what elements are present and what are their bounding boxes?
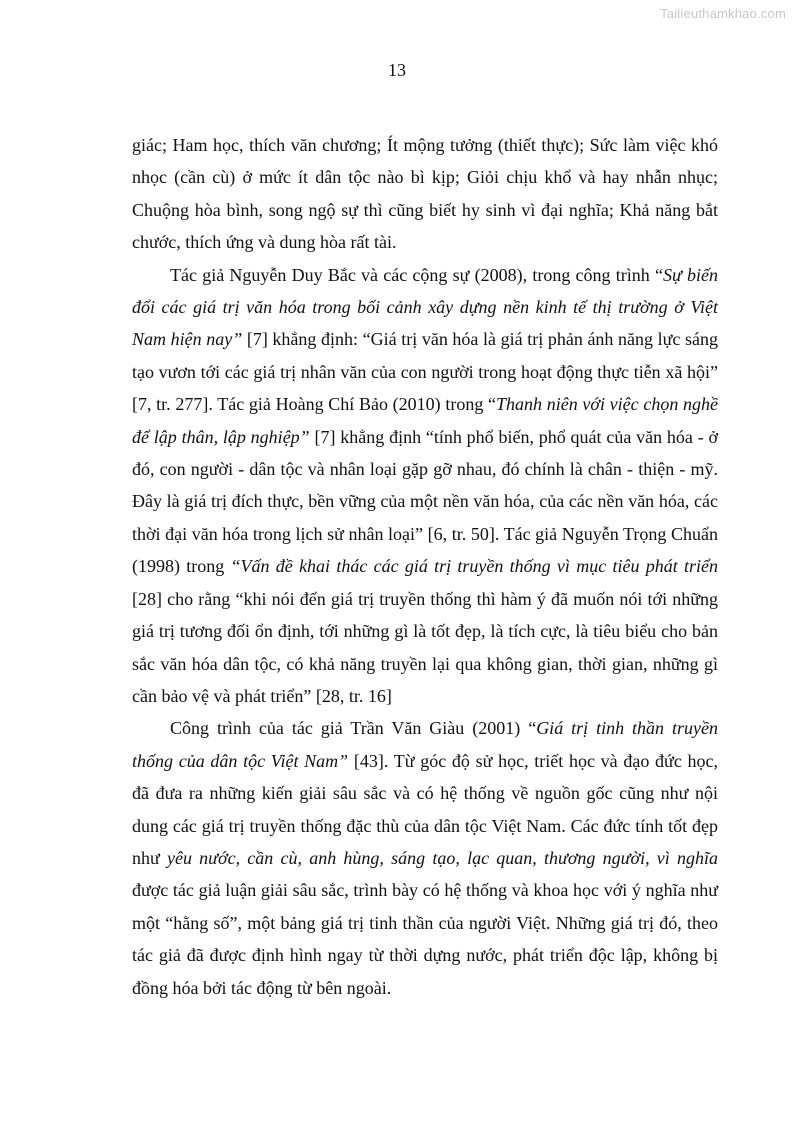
text-segment: Tác giả Nguyễn Duy Bắc và các cộng sự (2008), trong công trình “ xyxy=(170,264,663,285)
watermark: Tailieuthamkhao.com xyxy=(660,6,786,21)
text-segment: [7] khẳng định: “Giá trị văn hóa là giá trị phản ánh năng lực sáng tạo vươn tới các giá trị nhân văn của con người trong hoạt động thực tiễn xã hội” [7, tr. 277]. Tác giả Hoàng Chí Bảo (2010) trong “ xyxy=(132,329,718,415)
paragraph-1 xyxy=(132,129,718,259)
page-number: 13 xyxy=(388,60,406,80)
body-text xyxy=(132,129,718,1004)
work-title: “Vấn đề khai thác các giá trị truyền thống vì mục tiêu phát triển xyxy=(230,556,718,577)
work-title: Giá trị tinh thần truyền thống của dân tộc Việt Nam” xyxy=(132,718,718,771)
work-title: Sự biến đổi các giá trị văn hóa trong bối cảnh xây dựng nền kinh tế thị trường ở Việt Nam hiện nay” xyxy=(132,264,718,350)
text-segment: [43]. Từ góc độ sử học, triết học và đạo đức học, đã đưa ra những kiến giải sâu sắc và có hệ thống về nguồn gốc cũng như nội dung các giá trị truyền thống đặc thù của dân tộc Việt Nam. Các đức tính tốt đẹp như xyxy=(132,750,718,868)
text-segment: được tác giả luận giải sâu sắc, trình bày có hệ thống và khoa học với ý nghĩa như một “hằng số”, một bảng giá trị tinh thần của người Việt. Những giá trị đó, theo tác giả đã được định hình ngay từ thời dựng nước, phát triển độc lập, không bị đồng hóa bởi tác động từ bên ngoài. xyxy=(132,880,718,998)
text-segment: [28] cho rằng “khi nói đến giá trị truyền thống thì hàm ý đã muốn nói tới những giá trị tương đối ổn định, tới những gì là tốt đẹp, là tích cực, là tiêu biểu cho bản sắc văn hóa dân tộc, có khả năng truyền lại qua không gian, thời gian, những gì cần bảo vệ và phát triển” [28, tr. 16] xyxy=(132,588,718,706)
text-segment: [7] khẳng định “tính phổ biến, phổ quát của văn hóa - ở đó, con người - dân tộc và nhân loại gặp gỡ nhau, đó chính là chân - thiện - mỹ. Đây là giá trị đích thực, bền vững của một nền văn hóa, của các nền văn hóa, các thời đại văn hóa trong lịch sử nhân loại” [6, tr. 50]. Tác giả Nguyễn Trọng Chuẩn (1998) trong xyxy=(132,426,719,577)
paragraph-2 xyxy=(132,259,718,713)
virtues-list: yêu nước, cần cù, anh hùng, sáng tạo, lạc quan, thương người, vì nghĩa xyxy=(166,847,718,868)
text-segment: Công trình của tác giả Trần Văn Giàu (2001) “ xyxy=(170,718,537,739)
paragraph-3 xyxy=(132,712,718,1004)
work-title: Thanh niên với việc chọn nghề để lập thân, lập nghiệp” xyxy=(132,394,718,447)
text-segment: giác; Ham học, thích văn chương; Ít mộng tưởng (thiết thực); Sức làm việc khó nhọc (cần cù) ở mức ít dân tộc nào bì kịp; Giỏi chịu khổ và hay nhẫn nhục; Chuộng hòa bình, song ngộ sự thì cũng biết hy sinh vì đại nghĩa; Khả năng bắt chước, thích ứng và dung hòa rất tài. xyxy=(132,135,718,253)
